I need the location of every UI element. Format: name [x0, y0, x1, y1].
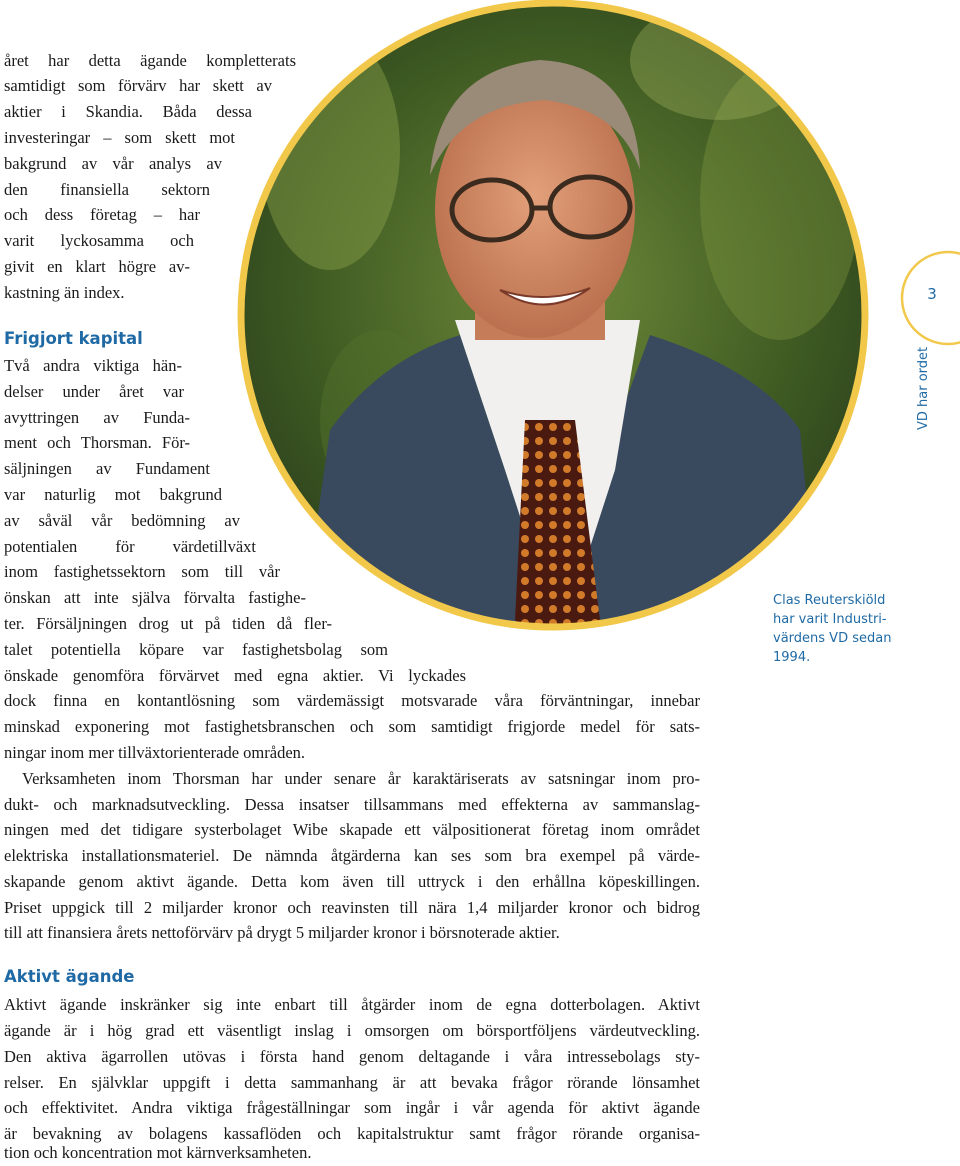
photo-caption — [773, 591, 891, 667]
body-text-line: bakgrund av vår analys av — [4, 154, 222, 173]
body-text-line: Verksamheten inom Thorsman har under senare år karaktäriserats av satsningar inom pro- — [22, 769, 700, 788]
body-text-line: ningen med det tidigare systerbolaget Wibe skapade ett välpositionerat företag inom området — [4, 820, 700, 839]
body-text-line: Två andra viktiga hän- — [4, 356, 182, 375]
body-text-line: Aktivt ägande inskränker sig inte enbart till åtgärder inom de egna dotterbolagen. Aktivt — [4, 995, 700, 1014]
body-text-line: delser under året var — [4, 382, 184, 401]
caption-line: Clas Reuterskiöld — [773, 593, 886, 608]
body-text-line: givit en klart högre av- — [4, 257, 190, 276]
body-text-line: ment och Thorsman. För- — [4, 433, 190, 452]
body-text-line: tion och koncentration mot kärnverksamheten. — [4, 1143, 312, 1162]
body-text-line: till att finansiera årets nettoförvärv på drygt 5 miljarder kronor i börsnoterade aktier. — [4, 923, 560, 942]
body-text-line: talet potentiella köpare var fastighetsbolag som — [4, 640, 388, 659]
body-text-line: Priset uppgick till 2 miljarder kronor och reavinsten till nära 1,4 miljarder kronor och bidrog — [4, 898, 700, 917]
section-tab-label: VD har ordet — [916, 346, 931, 430]
body-text-line: önskade genomföra förvärvet med egna aktier. Vi lyckades — [4, 666, 466, 685]
body-text-line: elektriska installationsmateriel. De nämnda åtgärderna kan ses som bra exempel på värde- — [4, 846, 700, 865]
caption-line: värdens VD sedan — [773, 631, 892, 646]
body-text-line: den finansiella sektorn — [4, 180, 210, 199]
body-text-line: ningar inom mer tillväxtorienterade områden. — [4, 743, 306, 762]
section-heading: Frigjort kapital — [4, 329, 143, 348]
caption-line: 1994. — [773, 650, 811, 665]
body-text-line: säljningen av Fundament — [4, 459, 210, 478]
body-text-line: dukt- och marknadsutveckling. Dessa insatser tillsammans med effekterna av sammanslag- — [4, 795, 700, 814]
body-text-line: varit lyckosamma och — [4, 231, 194, 250]
body-text-line: aktier i Skandia. Båda dessa — [4, 102, 252, 121]
body-text-line: önskan att inte själva förvalta fastighe- — [4, 588, 306, 607]
page-number: 3 — [927, 285, 937, 303]
body-text-line: relser. En självklar uppgift i detta sammanhang är att bevaka frågor rörande lönsamhet — [4, 1073, 700, 1092]
body-text-line: skapande genom aktivt ägande. Detta kom även till uttryck i den erhållna köpeskillingen. — [4, 872, 700, 891]
body-text-line: året har detta ägande kompletterats — [4, 51, 296, 70]
body-text-line: minskad exponering mot fastighetsbranschen och som samtidigt frigjorde medel för sats- — [4, 717, 700, 736]
body-text-line: inom fastighetssektorn som till vår — [4, 562, 280, 581]
caption-line: har varit Industri- — [773, 612, 887, 627]
body-text-line: potentialen för värdetillväxt — [4, 537, 256, 556]
body-text-line: ägande är i hög grad ett väsentligt inslag i omsorgen om börsportföljens värdeutveckling. — [4, 1021, 700, 1040]
body-text-line: är bevakning av bolagens kassaflöden och kapitalstruktur samt frågor rörande organisa- — [4, 1124, 700, 1143]
body-text-line: samtidigt som förvärv har skett av — [4, 76, 272, 95]
body-text-line: och effektivitet. Andra viktiga frågeställningar som ingår i vår agenda för aktivt ägande — [4, 1098, 700, 1117]
body-text-line: investeringar – som skett mot — [4, 128, 235, 147]
body-text-line: dock finna en kontantlösning som värdemässigt motsvarade våra förväntningar, innebar — [4, 691, 700, 710]
body-text-line: avyttringen av Funda- — [4, 408, 190, 427]
body-text-line: av såväl vår bedömning av — [4, 511, 240, 530]
body-text-line: och dess företag – har — [4, 205, 200, 224]
body-text-line: Den aktiva ägarrollen utövas i första hand genom deltagande i våra intressebolags sty- — [4, 1047, 700, 1066]
body-text-line: kastning än index. — [4, 283, 125, 302]
section-heading: Aktivt ägande — [4, 967, 135, 986]
body-text-line: ter. Försäljningen drog ut på tiden då fler- — [4, 614, 332, 633]
body-text-line: var naturlig mot bakgrund — [4, 485, 222, 504]
